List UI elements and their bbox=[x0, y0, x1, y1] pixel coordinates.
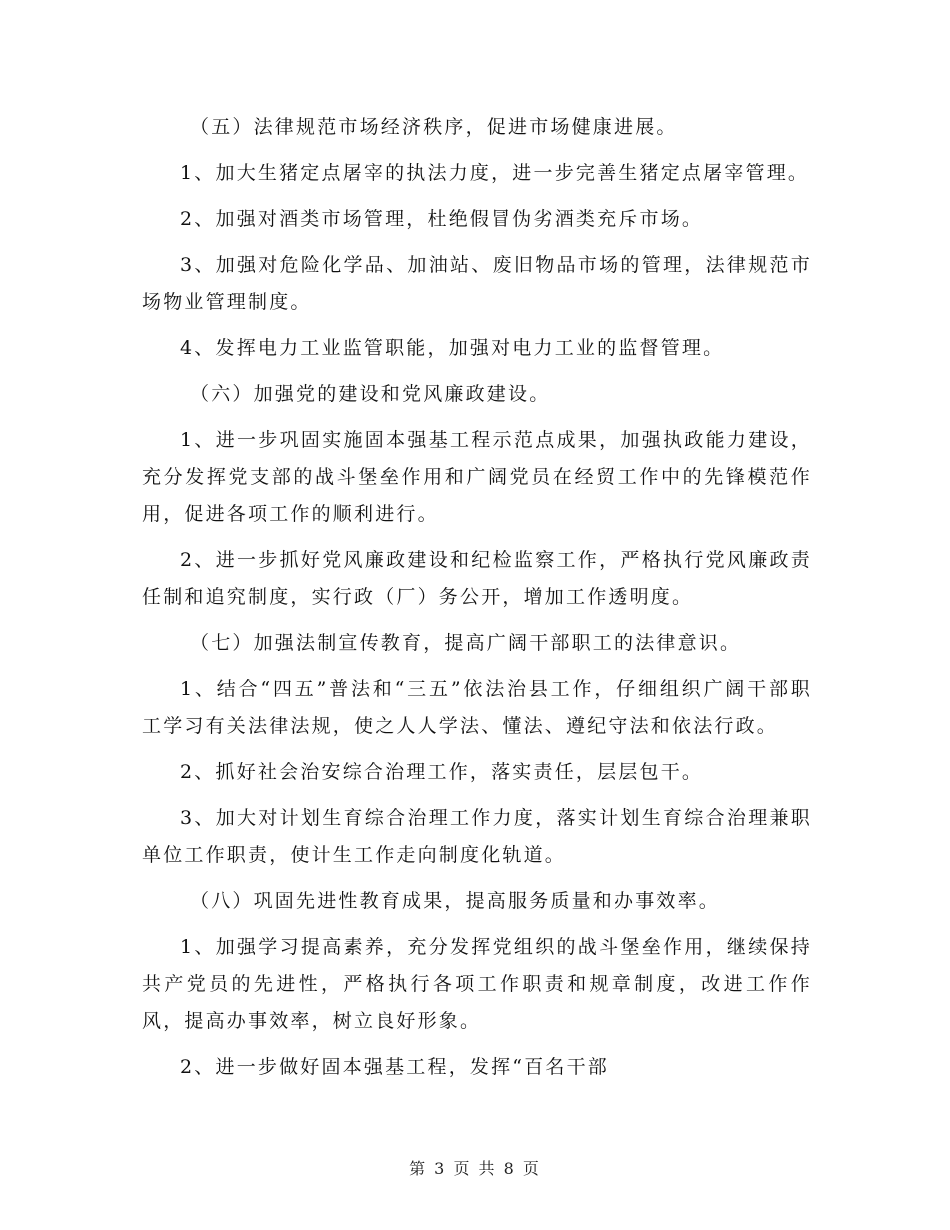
paragraph: 3、加强对危险化学品、加油站、废旧物品市场的管理，法律规范市场物业管理制度。 bbox=[142, 254, 812, 313]
paragraph: 3、加大对计划生育综合治理工作力度，落实计划生育综合治理兼职单位工作职责，使计生工作走向制度化轨道。 bbox=[142, 807, 812, 866]
section-heading-6: （六）加强党的建设和党风廉政建设。 bbox=[190, 383, 551, 405]
paragraph: 1、结合“四五”普法和“三五”依法治县工作，仔细组织广阔干部职工学习有关法律法规，使之人人学法、懂法、遵纪守法和依法行政。 bbox=[142, 678, 812, 737]
document-body bbox=[142, 109, 812, 1095]
paragraph: 2、进一步抓好党风廉政建设和纪检监察工作，严格执行党风廉政责任制和追究制度，实行政（厂）务公开，增加工作透明度。 bbox=[142, 549, 812, 608]
paragraph: 1、加强学习提高素养，充分发挥党组织的战斗堡垒作用，继续保持共产党员的先进性，严格执行各项工作职责和规章制度，改进工作作风，提高办事效率，树立良好形象。 bbox=[142, 936, 812, 1032]
page-number-footer: 第 3 页 共 8 页 bbox=[409, 1159, 541, 1178]
section-heading-7: （七）加强法制宣传教育，提高广阔干部职工的法律意识。 bbox=[190, 632, 742, 654]
paragraph: 1、加大生猪定点屠宰的执法力度，进一步完善生猪定点屠宰管理。 bbox=[180, 162, 810, 184]
section-heading-8: （八）巩固先进性教育成果，提高服务质量和办事效率。 bbox=[190, 890, 721, 912]
paragraph: 2、抓好社会治安综合治理工作，落实责任，层层包干。 bbox=[180, 761, 704, 783]
paragraph: 4、发挥电力工业监管职能，加强对电力工业的监督管理。 bbox=[180, 337, 725, 359]
paragraph: 2、进一步做好固本强基工程，发挥“百名干部 bbox=[180, 1056, 610, 1078]
paragraph: 2、加强对酒类市场管理，杜绝假冒伪劣酒类充斥市场。 bbox=[180, 208, 704, 230]
section-heading-5: （五）法律规范市场经济秩序，促进市场健康进展。 bbox=[190, 116, 678, 138]
paragraph: 1、进一步巩固实施固本强基工程示范点成果，加强执政能力建设，充分发挥党支部的战斗堡垒作用和广阔党员在经贸工作中的先锋模范作用，促进各项工作的顺利进行。 bbox=[142, 429, 812, 525]
